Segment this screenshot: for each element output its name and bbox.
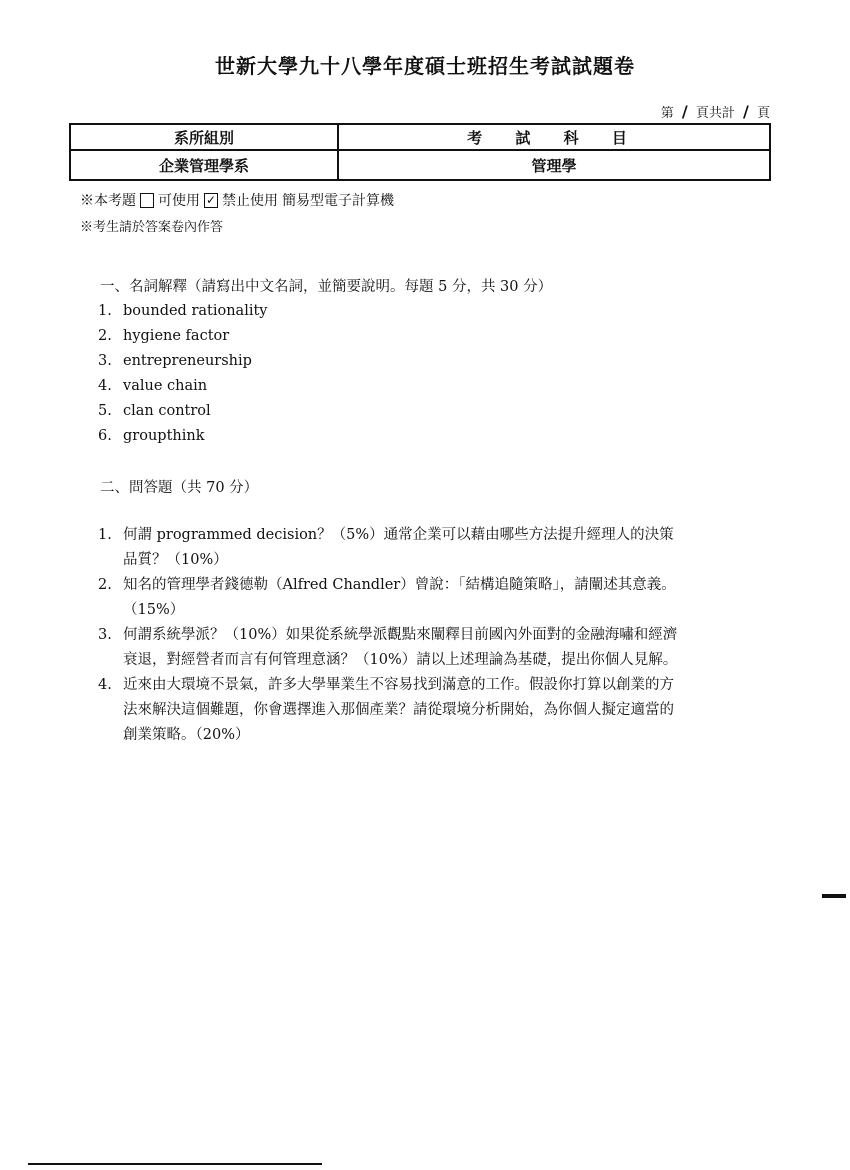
calculator-notice-suffix: 簡易型電子計算機	[282, 193, 394, 209]
calculator-notice-prefix: ※本考題	[80, 193, 136, 209]
item-number: 1.	[98, 303, 112, 319]
allowed-option-label: 可使用	[158, 193, 200, 209]
item-text: clan control	[123, 403, 211, 419]
forbidden-checkbox	[204, 193, 218, 208]
page-number-mark: /	[681, 102, 688, 121]
item-text: groupthink	[123, 428, 205, 444]
item-text: value chain	[123, 378, 208, 394]
question-number: 1.	[98, 527, 112, 543]
question-item	[98, 523, 698, 573]
list-item	[98, 326, 268, 351]
answer-sheet-note: ※考生請於答案卷內作答	[80, 220, 224, 235]
list-item	[98, 426, 268, 451]
scan-edge-mark	[822, 894, 846, 898]
item-number: 6.	[98, 428, 112, 444]
item-number: 4.	[98, 378, 112, 394]
list-item	[98, 376, 268, 401]
calculator-notice	[80, 190, 394, 210]
question-number: 3.	[98, 627, 112, 643]
dept-column-header: 系所組別	[70, 124, 338, 150]
page-total-mark: /	[743, 102, 749, 121]
check-mark-icon: ✓	[205, 192, 217, 207]
item-text: entrepreneurship	[123, 353, 252, 369]
question-number: 4.	[98, 677, 112, 693]
section2-list	[98, 523, 698, 748]
question-item	[98, 623, 698, 673]
section2-heading: 二、問答題（共 70 分）	[100, 480, 259, 496]
subject-cell: 管理學	[338, 150, 770, 180]
item-text: hygiene factor	[123, 328, 230, 344]
item-number: 3.	[98, 353, 112, 369]
page-info	[600, 102, 770, 121]
section1-heading: 一、名詞解釋（請寫出中文名詞，並簡要說明。每題 5 分，共 30 分）	[100, 279, 553, 295]
question-number: 2.	[98, 577, 112, 593]
bottom-rule	[28, 1163, 322, 1165]
item-number: 5.	[98, 403, 112, 419]
question-text: 近來由大環境不景氣，許多大學畢業生不容易找到滿意的工作。假設你打算以創業的方法來解決這個難題，你會選擇進入那個產業？請從環境分析開始，為你個人擬定適當的創業策略。（20%）	[123, 677, 674, 743]
exam-header-table	[69, 123, 771, 181]
page-info-prefix: 第	[660, 106, 674, 121]
exam-title: 世新大學九十八學年度碩士班招生考試試題卷	[215, 54, 635, 78]
list-item	[98, 301, 268, 326]
allowed-checkbox	[140, 193, 154, 208]
list-item	[98, 401, 268, 426]
question-text: 知名的管理學者錢德勒（Alfred Chandler）曾說：「結構追隨策略」，請闡述其意義。（15%）	[123, 577, 676, 618]
question-text: 何謂 programmed decision？（5%）通常企業可以藉由哪些方法提升經理人的決策品質？（10%）	[123, 527, 674, 568]
page-info-suffix: 頁	[756, 106, 770, 121]
question-item	[98, 673, 698, 748]
item-text: bounded rationality	[123, 303, 268, 319]
subject-column-header: 考 試 科 目	[338, 124, 770, 150]
page-info-middle: 頁共計	[695, 106, 735, 121]
forbidden-option-label: 禁止使用	[222, 193, 278, 209]
list-item	[98, 351, 268, 376]
section1-list	[98, 301, 268, 451]
question-item	[98, 573, 698, 623]
department-cell: 企業管理學系	[70, 150, 338, 180]
question-text: 何謂系統學派？（10%）如果從系統學派觀點來闡釋目前國內外面對的金融海嘯和經濟衰退，對經營者而言有何管理意涵？（10%）請以上述理論為基礎，提出你個人見解。	[123, 627, 678, 668]
item-number: 2.	[98, 328, 112, 344]
